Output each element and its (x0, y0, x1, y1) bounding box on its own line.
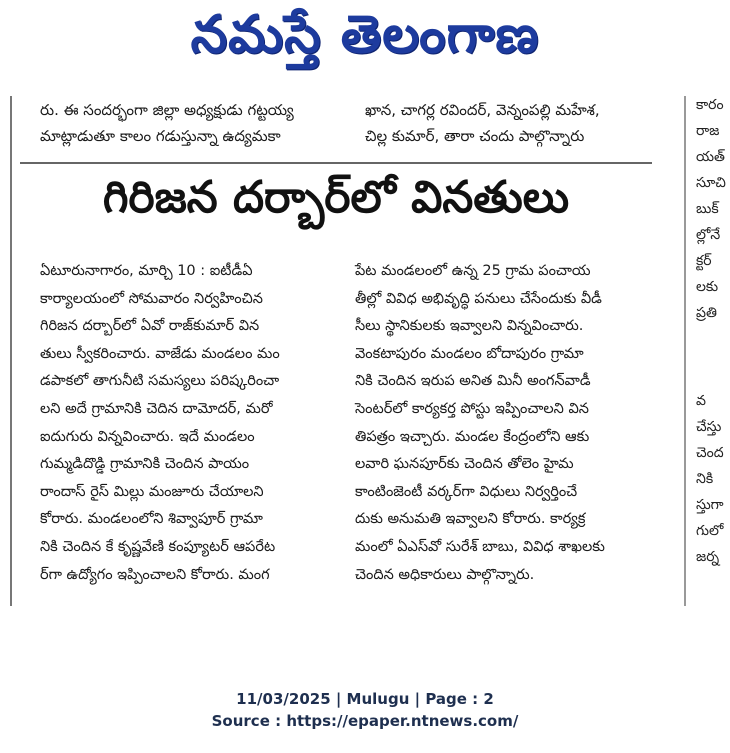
body-line: గుమ్మడిదొడ్డి గ్రామానికి చెందిన పాయం (40, 456, 250, 473)
article-column-left (40, 258, 280, 589)
body-line: ఏటూరునాగారం, మార్చి 10 : ఐటీడీఏ (40, 263, 253, 279)
body-line: డపాకలో తాగునీటి సమస్యలు పరిష్కరించా (40, 373, 280, 390)
body-line: గిరిజన దర్బార్‌లో ఏవో రాజ్‌కుమార్ విన (40, 318, 260, 335)
cropped-line: నికి (696, 471, 714, 487)
body-line: ఐదుగురు విన్నవించారు. ఇదే మండలం (40, 428, 255, 445)
body-line: నికి చెందిన ఇరుప అనిత మినీ అంగన్‌వాడీ (355, 373, 591, 390)
body-line: కోరారు. మండలంలోని శివ్వాపూర్ గ్రామా (40, 511, 263, 528)
body-line: తీల్లో వివిధ అభివృద్ధి పనులు చేసేందుకు వీడీ (355, 290, 602, 307)
article-headline: గిరిజన దర్బార్‌లో వినతులు (102, 172, 570, 223)
body-line: లని అదే గ్రామానికి చెదిన దామోదర్, మరో (40, 400, 273, 417)
body-line: సెంటర్‌లో కార్యకర్త పోస్టు ఇప్పించాలని విన (355, 400, 589, 417)
previous-article-snippet-left (40, 97, 294, 149)
snippet-line: ఖాన, చాగర్ల రవిందర్, వెన్నంపల్లి మహేశ, (365, 101, 600, 119)
body-line: దుకు అనుమతి ఇవ్వాలని కోరారు. కార్యక్ర (355, 511, 586, 528)
edition-info: 11/03/2025 | Mulugu | Page : 2 (236, 690, 494, 708)
snippet-line: చిల్ల కుమార్, తారా చందు పాల్గొన్నారు (365, 127, 585, 145)
body-line: సీలు స్థానికులకు ఇవ్వాలని విన్నవించారు. (355, 318, 584, 335)
source-link[interactable]: Source : https://epaper.ntnews.com/ (211, 712, 519, 730)
body-line: ర్‌గా ఉద్యోగం ఇప్పించాలని కోరారు. మంగ (40, 566, 270, 583)
body-line: మంలో ఏఎస్‌వో సురేశ్ బాబు, వివిధ శాఖలకు (355, 538, 605, 555)
snippet-line: రు. ఈ సందర్భంగా జిల్లా అధ్యక్షుడు గట్టయ్య (40, 101, 294, 119)
newspaper-title: నమస్తే తెలంగాణ (190, 4, 540, 65)
cropped-line: సూచి (696, 175, 726, 191)
cropped-line: గులో (696, 523, 724, 539)
article-column-middle (355, 258, 605, 589)
column-rule (684, 96, 686, 606)
cropped-line: వ (696, 393, 706, 409)
previous-article-snippet-middle (365, 97, 600, 149)
body-line: చెందిన అధికారులు పాల్గొన్నారు. (355, 566, 535, 583)
cropped-next-article (696, 92, 730, 570)
cropped-line: యత్ (696, 149, 725, 165)
body-line: కార్యాలయంలో సోమవారం నిర్వహించిన (40, 290, 263, 307)
body-line: నికి చెందిన కే కృష్ణవేణి కంప్యూటర్ ఆపరేట (40, 538, 276, 555)
cropped-line: బుక్ (696, 201, 719, 217)
body-line: పేట మండలంలో ఉన్న 25 గ్రామ పంచాయ (355, 263, 591, 279)
masthead (0, 0, 730, 82)
page-footer (0, 688, 730, 732)
cropped-line: జర్న (696, 549, 720, 565)
body-line: వెంకటాపురం మండలం బోదాపురం గ్రామా (355, 345, 584, 362)
body-line: లవారి ఘనపూర్‌కు చెందిన తోలెం హైమ (355, 456, 574, 473)
cropped-line: ప్రతి (696, 305, 717, 321)
body-line: రాందాస్ రైస్ మిల్లు మంజూరు చేయాలని (40, 483, 264, 500)
body-line: కాంటింజెంటీ వర్కర్‌గా విధులు నిర్వర్తించే (355, 483, 578, 500)
body-line: తులు స్వీకరించారు. వాజేడు మండలం మం (40, 345, 280, 362)
cropped-line: కారం (696, 97, 724, 113)
cropped-line: చేస్తు (696, 419, 722, 435)
cropped-line: ల్లోనే (696, 227, 721, 243)
article-divider (20, 162, 652, 164)
column-rule (10, 96, 12, 606)
snippet-line: మాట్లాడుతూ కాలం గడుస్తున్నా ఉద్యమకా (40, 127, 281, 145)
cropped-line: రాజ (696, 123, 720, 139)
cropped-line: లకు (696, 279, 719, 295)
cropped-line: స్తుగా (696, 497, 724, 513)
body-line: తిపత్రం ఇచ్చారు. మండల కేంద్రంలోని ఆకు (355, 428, 590, 445)
cropped-line: క్టర్ (696, 253, 712, 269)
cropped-line: చెంద (696, 445, 724, 461)
